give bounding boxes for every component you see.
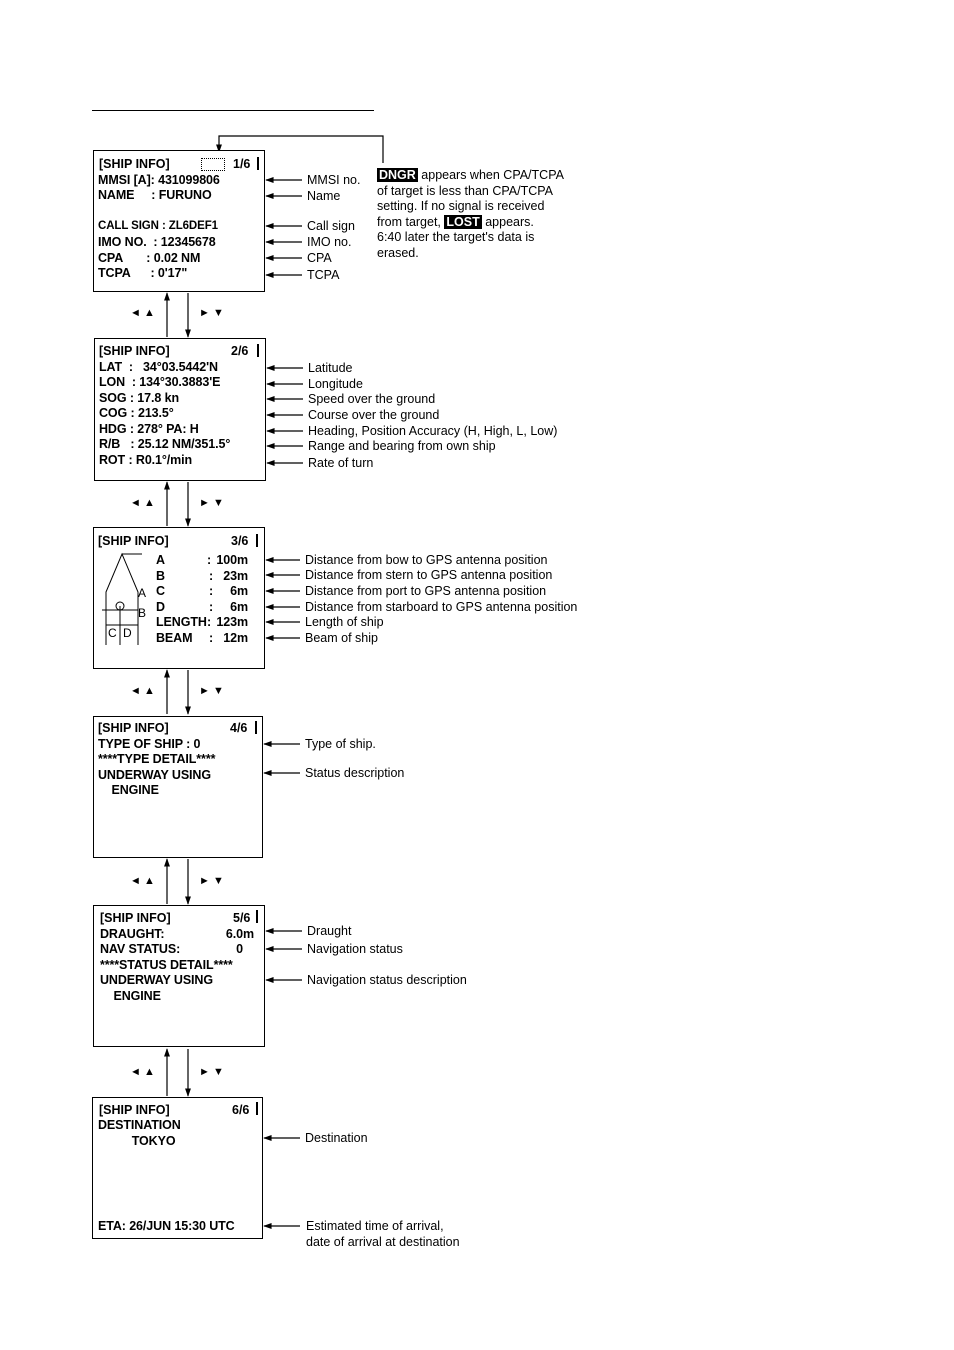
type-detail-line: ****TYPE DETAIL****	[98, 752, 216, 766]
note-line-4b: appears.	[481, 214, 534, 229]
dim-key-a: A	[156, 553, 165, 567]
note-line-5: 6:40 later the target's data is	[377, 230, 535, 245]
dim-val-beam: 12m	[223, 631, 248, 645]
dim-key-c: C	[156, 584, 165, 598]
mmsi-line: MMSI [A]: 431099806	[98, 173, 220, 187]
page-indicator: 5/6	[233, 911, 251, 925]
callout-nav-status-description: Navigation status description	[307, 973, 467, 987]
tcpa-line: TCPA : 0'17"	[98, 266, 188, 280]
dim-sep-d: :	[209, 600, 214, 614]
panel-header: [SHIP INFO]	[99, 157, 170, 171]
nav-fwd-keys: ► ▼	[199, 1066, 224, 1078]
callout-eta: Estimated time of arrival,	[306, 1219, 444, 1233]
dim-key-length: LENGTH	[156, 615, 207, 629]
callout-range-bearing: Range and bearing from own ship	[308, 439, 496, 453]
eta-line: ETA: 26/JUN 15:30 UTC	[98, 1219, 235, 1233]
ship-info-panel-1	[93, 150, 265, 292]
dngr-label: DNGR	[379, 168, 416, 182]
callout-mmsi: MMSI no.	[307, 173, 361, 187]
dim-val-length: 123m	[216, 615, 248, 629]
nav-back-keys: ◄ ▲	[130, 875, 155, 887]
callout-arrival-date: date of arrival at destination	[306, 1235, 460, 1249]
dngr-note	[377, 168, 607, 262]
panel-header: [SHIP INFO]	[99, 1103, 170, 1117]
scroll-bar	[255, 721, 257, 734]
note-line-3: setting. If no signal is received	[377, 199, 545, 214]
cog-line: COG : 213.5°	[99, 406, 174, 420]
dim-key-d: D	[156, 600, 165, 614]
page-indicator: 3/6	[231, 534, 249, 548]
hdg-line: HDG : 278° PA: H	[99, 422, 199, 436]
cpa-line: CPA : 0.02 NM	[98, 251, 201, 265]
callout-destination: Destination	[305, 1131, 368, 1145]
dim-val-b: 23m	[223, 569, 248, 583]
diagram-label-c: C	[108, 626, 117, 640]
callout-navigation-status: Navigation status	[307, 942, 403, 956]
panel-header: [SHIP INFO]	[98, 534, 169, 548]
page-indicator: 1/6	[233, 157, 251, 171]
nav-back-keys: ◄ ▲	[130, 497, 155, 509]
dim-sep-a: :	[207, 553, 212, 567]
nav-back-keys: ◄ ▲	[130, 685, 155, 697]
panel-header: [SHIP INFO]	[98, 721, 169, 735]
callout-callsign: Call sign	[307, 219, 355, 233]
dngr-indicator-box	[201, 158, 225, 171]
callout-port: Distance from port to GPS antenna position	[305, 584, 547, 598]
sog-line: SOG : 17.8 kn	[99, 391, 179, 405]
dim-sep-beam: :	[209, 631, 214, 645]
lon-line: LON : 134°30.3883'E	[99, 375, 221, 389]
dim-key-beam: BEAM	[156, 631, 193, 645]
scroll-bar	[256, 1102, 258, 1115]
ship-info-panel-4	[93, 716, 263, 858]
status-line-2: ENGINE	[98, 783, 159, 797]
ship-info-panel-5	[93, 905, 265, 1047]
diagram-label-b: B	[138, 606, 147, 620]
lost-label: LOST	[446, 214, 480, 229]
note-line-6: erased.	[377, 245, 419, 260]
nav-status-value: 0	[236, 942, 243, 956]
callout-draught: Draught	[307, 924, 352, 938]
ship-info-panel-6	[92, 1097, 263, 1239]
scroll-bar	[257, 344, 259, 357]
callout-length: Length of ship	[305, 615, 384, 629]
dim-sep-c: :	[209, 584, 214, 598]
callout-starboard: Distance from starboard to GPS antenna position	[305, 600, 578, 614]
nav-fwd-keys: ► ▼	[199, 307, 224, 319]
page-indicator: 4/6	[230, 721, 248, 735]
imo-line: IMO NO. : 12345678	[98, 235, 216, 249]
rb-line: R/B : 25.12 NM/351.5°	[99, 437, 231, 451]
callout-name: Name	[307, 189, 341, 203]
callout-sog: Speed over the ground	[308, 392, 436, 406]
callout-status-description: Status description	[305, 766, 405, 780]
destination-value: TOKYO	[98, 1134, 176, 1148]
callout-cpa: CPA	[307, 251, 332, 265]
scroll-bar	[256, 534, 258, 547]
nav-fwd-keys: ► ▼	[199, 685, 224, 697]
note-line-1: appears when CPA/TCPA	[417, 168, 564, 182]
scroll-bar	[256, 910, 258, 923]
callout-type-of-ship: Type of ship.	[305, 737, 376, 751]
nav-fwd-keys: ► ▼	[199, 875, 224, 887]
dim-val-d: 6m	[230, 600, 248, 614]
callout-beam: Beam of ship	[305, 631, 378, 645]
callout-longitude: Longitude	[308, 377, 363, 391]
callout-rot: Rate of turn	[308, 456, 374, 470]
nav-status-label: NAV STATUS:	[100, 942, 181, 956]
nav-back-keys: ◄ ▲	[130, 1066, 155, 1078]
dim-val-c: 6m	[230, 584, 248, 598]
note-line-2: of target is less than CPA/TCPA	[377, 183, 553, 198]
rot-line: ROT : R0.1°/min	[99, 453, 193, 467]
page-indicator: 2/6	[231, 344, 249, 358]
lat-line: LAT : 34°03.5442'N	[99, 360, 218, 374]
draught-value: 6.0m	[225, 927, 254, 941]
dim-sep-length: :	[207, 615, 212, 629]
callout-cog: Course over the ground	[308, 408, 440, 422]
dim-sep-b: :	[209, 569, 214, 583]
name-line: NAME : FURUNO	[98, 188, 212, 202]
type-of-ship-line: TYPE OF SHIP : 0	[98, 737, 201, 751]
nav-fwd-keys: ► ▼	[199, 497, 224, 509]
page-indicator: 6/6	[232, 1103, 250, 1117]
dim-val-a: 100m	[216, 553, 248, 567]
draught-label: DRAUGHT:	[100, 927, 165, 941]
status-line-1: UNDERWAY USING	[100, 973, 213, 987]
note-line-4a: from target,	[377, 214, 445, 229]
callsign-line: CALL SIGN : ZL6DEF1	[98, 220, 218, 232]
destination-label: DESTINATION	[98, 1118, 181, 1132]
scroll-bar	[257, 157, 259, 170]
panel-header: [SHIP INFO]	[100, 911, 171, 925]
callout-stern: Distance from stern to GPS antenna position	[305, 568, 553, 582]
nav-back-keys: ◄ ▲	[130, 307, 155, 319]
callout-imo: IMO no.	[307, 235, 352, 249]
ship-info-panel-3	[93, 527, 265, 669]
callout-tcpa: TCPA	[307, 268, 340, 282]
status-line-1: UNDERWAY USING	[98, 768, 211, 782]
panel-header: [SHIP INFO]	[99, 344, 170, 358]
callout-heading: Heading, Position Accuracy (H, High, L, Low)	[308, 424, 558, 438]
status-detail-line: ****STATUS DETAIL****	[100, 958, 233, 972]
diagram-label-a: A	[138, 586, 147, 600]
callout-bow: Distance from bow to GPS antenna position	[305, 553, 548, 567]
callout-latitude: Latitude	[308, 361, 353, 375]
diagram-label-d: D	[123, 626, 132, 640]
status-line-2: ENGINE	[100, 989, 161, 1003]
dim-key-b: B	[156, 569, 165, 583]
ship-info-panel-2	[94, 338, 266, 481]
